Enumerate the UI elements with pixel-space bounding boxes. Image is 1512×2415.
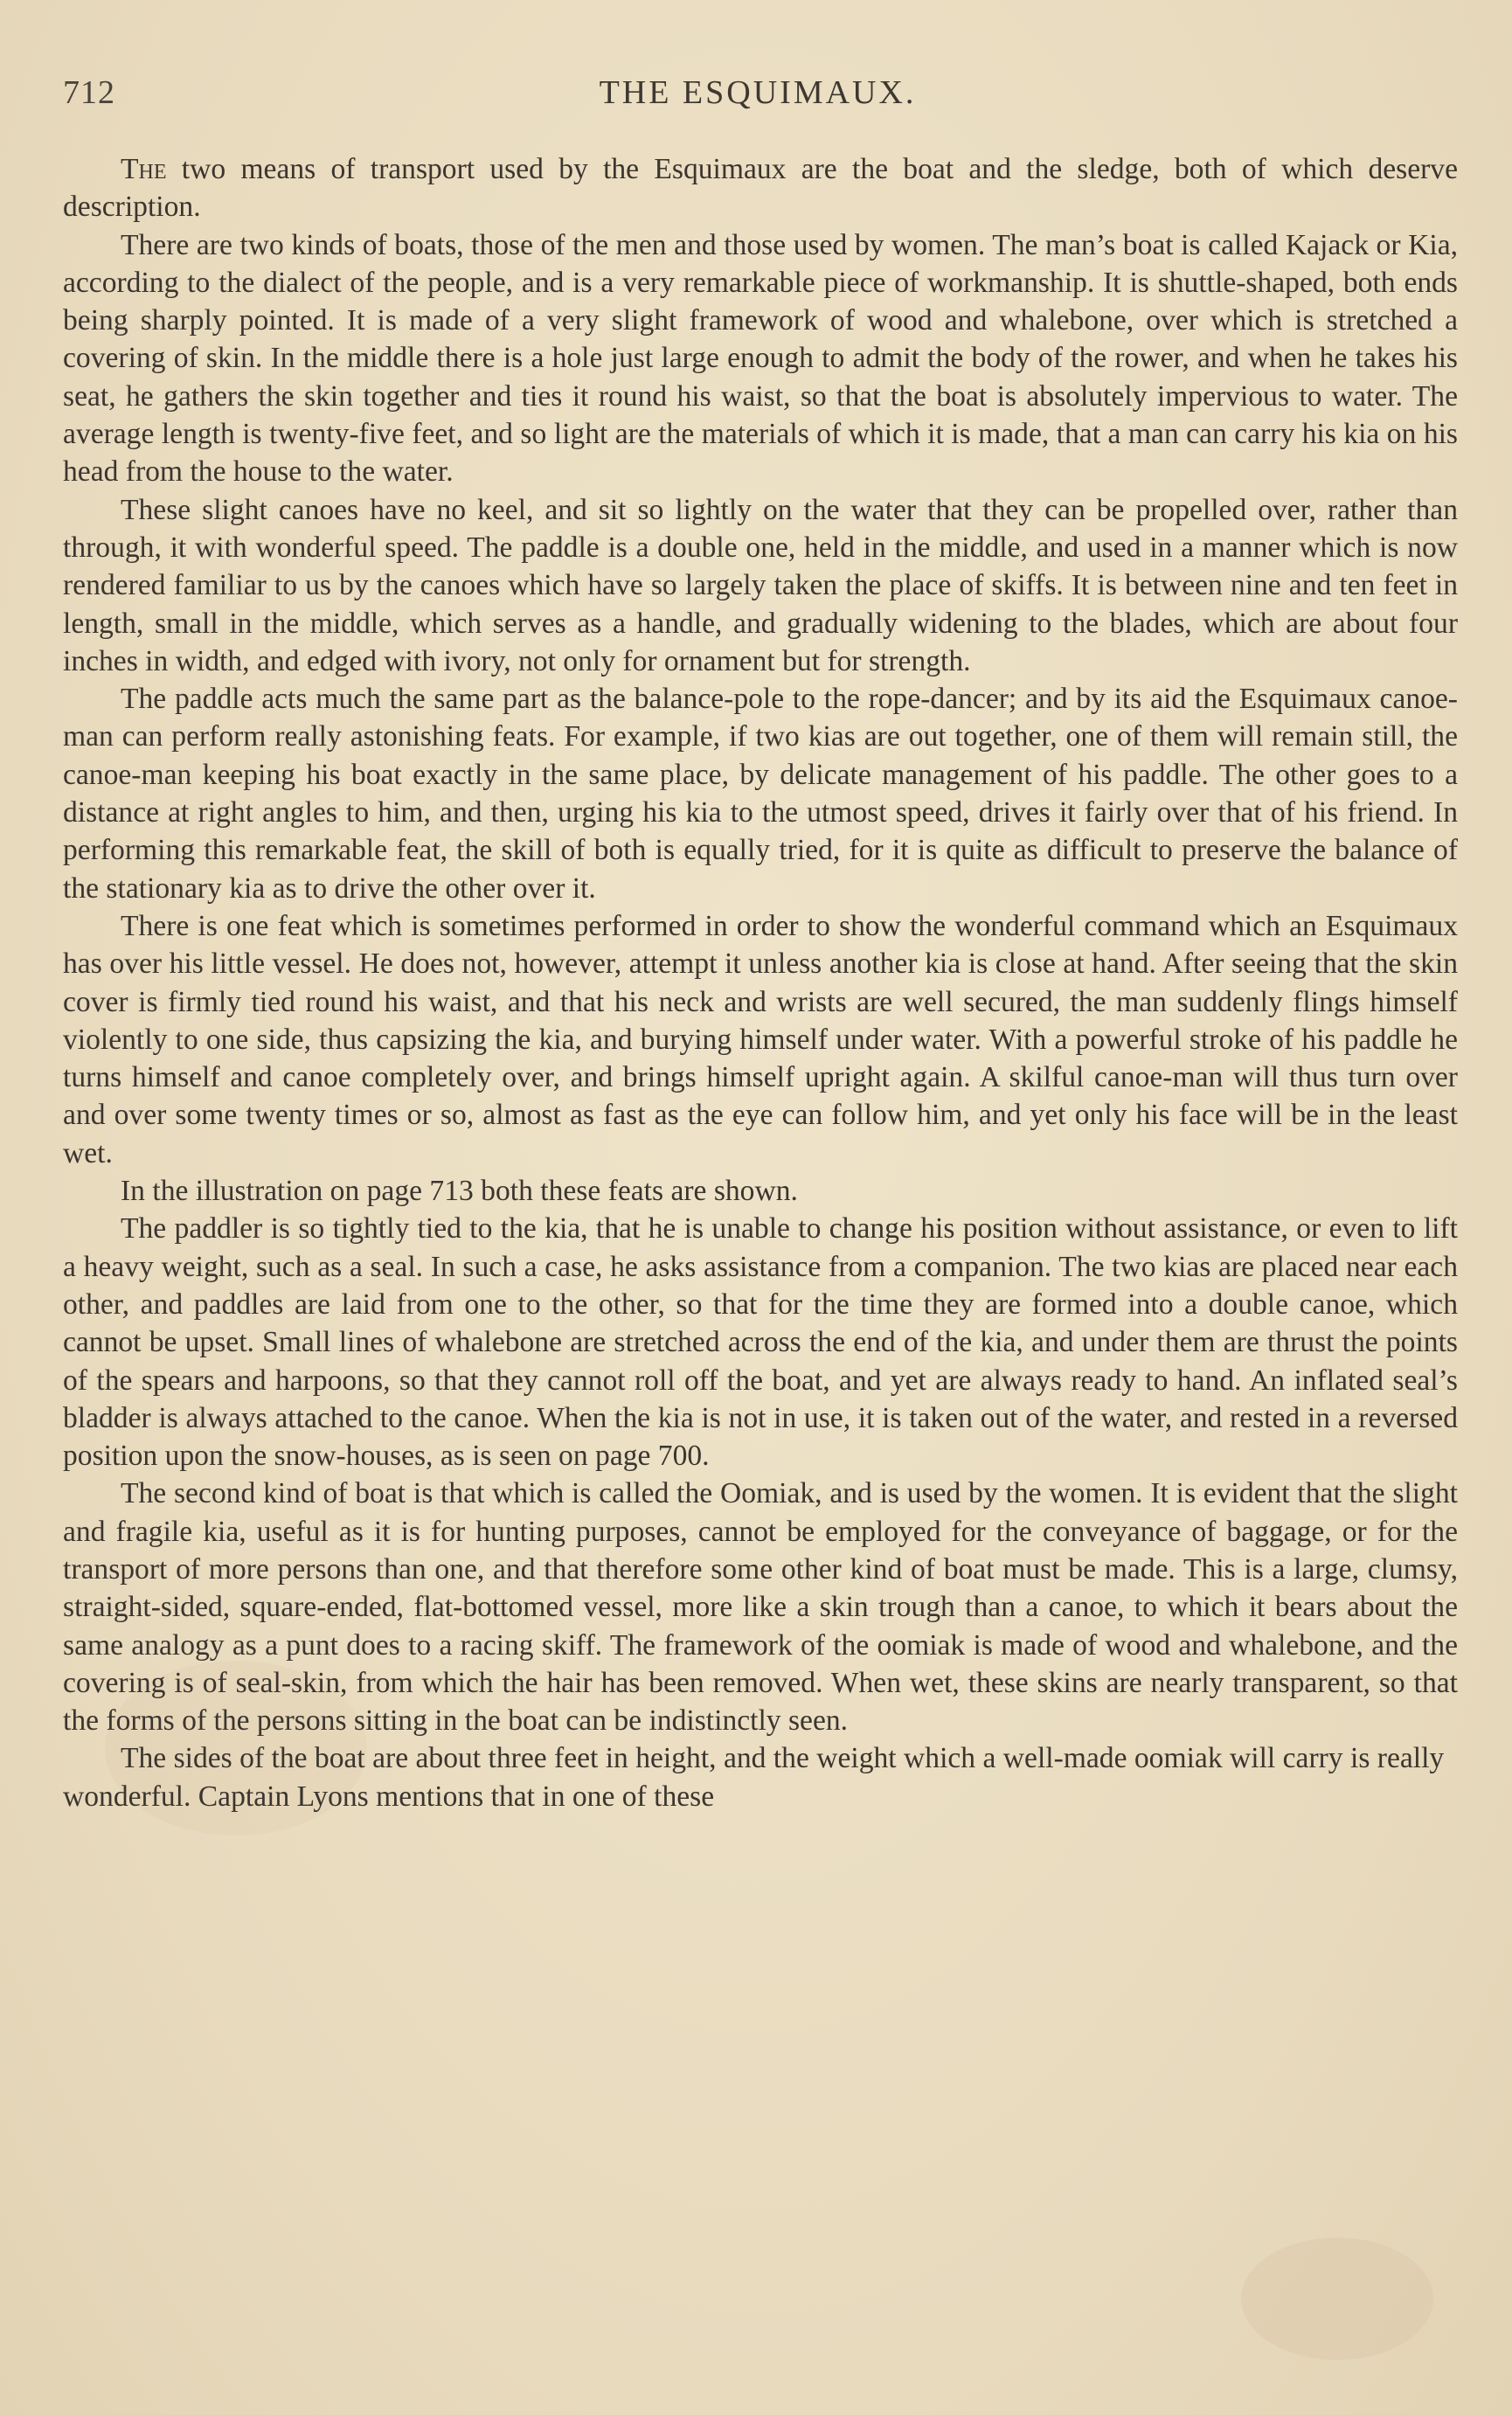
paragraph — [63, 491, 1458, 680]
paragraph — [63, 1210, 1458, 1475]
paragraph-text: The paddle acts much the same part as the balance-pole to the rope-dancer; and by its aid the Esquimaux canoe-man can perform really astonishing feats. For example, if two kias are out together, one of them will remain still, the canoe-man keeping his boat exactly in the same place, by delicate management of his paddle. The other goes to a distance at right angles to him, and then, urging his kia to the utmost speed, drives it fairly over that of his friend. In performing this remarkable feat, the skill of both is equally tried, for it is quite as difficult to preserve the balance of the stationary kia as to drive the other over it. — [63, 683, 1458, 905]
page-number: 712 — [63, 74, 115, 111]
paragraph-text: The second kind of boat is that which is called the Oomiak, and is used by the women. It is evident that the slight and fragile kia, useful as it is for hunting purposes, cannot be employed for the conveyance of baggage, or for the transport of more persons than one, and that therefore some other kind of boat must be made. This is a large, clumsy, straight-sided, square-ended, flat-bottomed vessel, more like a skin trough than a canoe, to which it bears about the same analogy as a punt does to a racing skiff. The framework of the oomiak is made of wood and whalebone, and the covering is of seal-skin, from which the hair has been removed. When wet, these skins are nearly transparent, so that the forms of the persons sitting in the boat can be indistinctly seen. — [63, 1477, 1458, 1738]
paragraph — [63, 907, 1458, 1172]
paragraph — [63, 1172, 1458, 1210]
paragraph-text: The sides of the boat are about three feet in height, and the weight which a well-made oomiak will carry is really wonderful. Captain Lyons mentions that in one of these — [63, 1742, 1445, 1813]
paper-stain — [1241, 2238, 1433, 2360]
paragraph — [63, 150, 1458, 226]
paragraph-text: These slight canoes have no keel, and sit so lightly on the water that they can be propelled over, rather than through, it with wonderful speed. The paddle is a double one, held in the middle, and used in a manner which is now rendered familiar to us by the canoes which have so largely taken the place of skiffs. It is between nine and ten feet in length, small in the middle, which serves as a handle, and gradually widening to the blades, which are about four inches in width, and edged with ivory, not only for ornament but for strength. — [63, 493, 1458, 677]
paragraph-text: In the illustration on page 713 both these feats are shown. — [121, 1175, 798, 1208]
paragraph — [63, 1739, 1458, 1815]
paragraph-lead: The — [121, 153, 167, 185]
body-text — [63, 150, 1458, 1815]
paragraph-text: There is one feat which is sometimes performed in order to show the wonderful command which an Esquimaux has over his little vessel. He does not, however, attempt it unless another kia is close at hand. After seeing that the skin cover is firmly tied round his waist, and that his neck and wrists are well secured, the man suddenly flings himself violently to one side, thus capsizing the kia, and burying himself under water. With a powerful stroke of his paddle he turns himself and canoe completely over, and brings himself upright again. A skilful canoe-man will thus turn over and over some twenty times or so, almost as fast as the eye can follow him, and yet only his face will be in the least wet. — [63, 909, 1458, 1169]
paragraph — [63, 680, 1458, 907]
paragraph — [63, 1475, 1458, 1739]
paragraph-text: There are two kinds of boats, those of the men and those used by women. The man’s boat is called Kajack or Kia, according to the dialect of the people, and is a very remarkable piece of workmanship. It is shuttle-shaped, both ends being sharply pointed. It is made of a very slight framework of wood and whalebone, over which is stretched a covering of skin. In the middle there is a hole just large enough to admit the body of the rower, and when he takes his seat, he gathers the skin together and ties it round his waist, so that the boat is absolutely impervious to water. The average length is twenty-five feet, and so light are the materials of which it is made, that a man can carry his kia on his head from the house to the water. — [63, 228, 1458, 489]
paragraph-text: two means of transport used by the Esquimaux are the boat and the sledge, both of which deserve description. — [63, 153, 1458, 224]
page-header — [63, 73, 1453, 126]
paragraph — [63, 226, 1458, 491]
running-title: THE ESQUIMAUX. — [599, 74, 917, 111]
paragraph-text: The paddler is so tightly tied to the kia, that he is unable to change his position without assistance, or even to lift a heavy weight, such as a seal. In such a case, he asks assistance from a companion. The two kias are placed near each other, and paddles are laid from one to the other, so that for the time they are formed into a double canoe, which cannot be upset. Small lines of whalebone are stretched across the end of the kia, and under them are thrust the points of the spears and harpoons, so that they cannot roll off the boat, and yet are always ready to hand. An inflated seal’s bladder is always attached to the canoe. When the kia is not in use, it is taken out of the water, and rested in a reversed position upon the snow-houses, as is seen on page 700. — [63, 1212, 1458, 1473]
